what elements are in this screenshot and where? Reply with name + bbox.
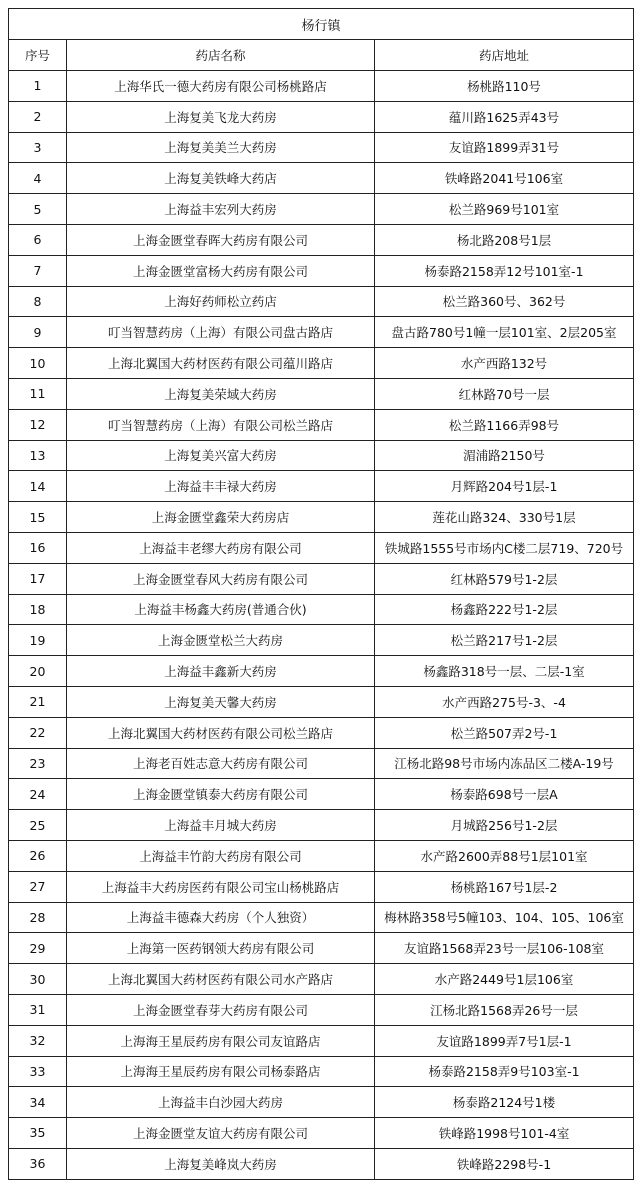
row-index: 17 — [9, 563, 67, 594]
row-index: 34 — [9, 1087, 67, 1118]
pharmacy-name: 上海益丰竹韵大药房有限公司 — [67, 840, 375, 871]
row-index: 29 — [9, 933, 67, 964]
pharmacy-name: 上海金匮堂鑫荣大药房店 — [67, 502, 375, 533]
row-index: 4 — [9, 163, 67, 194]
row-index: 31 — [9, 994, 67, 1025]
pharmacy-name: 上海复美美兰大药房 — [67, 132, 375, 163]
pharmacy-name: 上海益丰月城大药房 — [67, 810, 375, 841]
pharmacy-address: 杨泰路698号一层A — [375, 779, 634, 810]
header-pharmacy-address: 药店地址 — [375, 40, 634, 71]
table-row — [9, 194, 634, 225]
row-index: 36 — [9, 1148, 67, 1179]
table-row — [9, 748, 634, 779]
pharmacy-address: 杨泰路2124号1楼 — [375, 1087, 634, 1118]
pharmacy-address: 莲花山路324、330号1层 — [375, 502, 634, 533]
table-row — [9, 1087, 634, 1118]
row-index: 5 — [9, 194, 67, 225]
pharmacy-name: 叮当智慧药房（上海）有限公司盘古路店 — [67, 317, 375, 348]
pharmacy-name: 上海海王星辰药房有限公司杨泰路店 — [67, 1056, 375, 1087]
pharmacy-address: 湄浦路2150号 — [375, 440, 634, 471]
pharmacy-name: 上海金匮堂春风大药房有限公司 — [67, 563, 375, 594]
pharmacy-name: 上海金匮堂镇泰大药房有限公司 — [67, 779, 375, 810]
row-index: 26 — [9, 840, 67, 871]
pharmacy-address: 友谊路1899弄7号1层-1 — [375, 1025, 634, 1056]
table-row — [9, 348, 634, 379]
table-row — [9, 163, 634, 194]
table-row — [9, 686, 634, 717]
pharmacy-address: 江杨北路98号市场内冻品区二楼A-19号 — [375, 748, 634, 779]
pharmacy-address: 松兰路360号、362号 — [375, 286, 634, 317]
pharmacy-address: 松兰路969号101室 — [375, 194, 634, 225]
pharmacy-name: 上海金匮堂松兰大药房 — [67, 625, 375, 656]
table-row — [9, 656, 634, 687]
table-title: 杨行镇 — [9, 9, 634, 40]
header-pharmacy-name: 药店名称 — [67, 40, 375, 71]
table-title-row — [9, 9, 634, 40]
pharmacy-address: 杨鑫路318号一层、二层-1室 — [375, 656, 634, 687]
pharmacy-name: 上海老百姓志意大药房有限公司 — [67, 748, 375, 779]
pharmacy-address: 杨北路208号1层 — [375, 224, 634, 255]
row-index: 11 — [9, 378, 67, 409]
row-index: 35 — [9, 1118, 67, 1149]
row-index: 10 — [9, 348, 67, 379]
row-index: 13 — [9, 440, 67, 471]
table-row — [9, 440, 634, 471]
row-index: 19 — [9, 625, 67, 656]
pharmacy-address: 友谊路1899弄31号 — [375, 132, 634, 163]
pharmacy-name: 上海益丰德森大药房（个人独资） — [67, 902, 375, 933]
pharmacy-name: 上海复美天馨大药房 — [67, 686, 375, 717]
pharmacy-address: 杨桃路167号1层-2 — [375, 871, 634, 902]
pharmacy-name: 上海海王星辰药房有限公司友谊路店 — [67, 1025, 375, 1056]
pharmacy-name: 上海复美兴富大药房 — [67, 440, 375, 471]
pharmacy-name: 上海金匮堂春晖大药房有限公司 — [67, 224, 375, 255]
pharmacy-address: 月城路256号1-2层 — [375, 810, 634, 841]
row-index: 24 — [9, 779, 67, 810]
table-row — [9, 994, 634, 1025]
row-index: 3 — [9, 132, 67, 163]
table-row — [9, 1025, 634, 1056]
row-index: 23 — [9, 748, 67, 779]
table-header-row — [9, 40, 634, 71]
pharmacy-name: 上海益丰宏列大药房 — [67, 194, 375, 225]
pharmacy-address: 杨桃路110号 — [375, 71, 634, 102]
pharmacy-address: 蕴川路1625弄43号 — [375, 101, 634, 132]
table-row — [9, 317, 634, 348]
table-row — [9, 625, 634, 656]
pharmacy-address: 铁城路1555号市场内C楼二层719、720号 — [375, 532, 634, 563]
pharmacy-name: 上海北翼国大药材医药有限公司蕴川路店 — [67, 348, 375, 379]
row-index: 25 — [9, 810, 67, 841]
pharmacy-name: 上海复美峰岚大药房 — [67, 1148, 375, 1179]
pharmacy-name: 上海华氏一德大药房有限公司杨桃路店 — [67, 71, 375, 102]
pharmacy-address: 红林路70号一层 — [375, 378, 634, 409]
table-row — [9, 1118, 634, 1149]
table-row — [9, 286, 634, 317]
table-row — [9, 101, 634, 132]
table-row — [9, 255, 634, 286]
pharmacy-name: 上海复美荣域大药房 — [67, 378, 375, 409]
table-row — [9, 779, 634, 810]
pharmacy-name: 上海益丰老缪大药房有限公司 — [67, 532, 375, 563]
pharmacy-address: 水产路2600弄88号1层101室 — [375, 840, 634, 871]
table-row — [9, 132, 634, 163]
row-index: 18 — [9, 594, 67, 625]
pharmacy-address: 红林路579号1-2层 — [375, 563, 634, 594]
table-row — [9, 933, 634, 964]
table-row — [9, 71, 634, 102]
pharmacy-address: 水产路2449号1层106室 — [375, 964, 634, 995]
table-row — [9, 717, 634, 748]
pharmacy-address: 杨鑫路222号1-2层 — [375, 594, 634, 625]
row-index: 28 — [9, 902, 67, 933]
row-index: 7 — [9, 255, 67, 286]
pharmacy-list — [8, 8, 633, 1180]
pharmacy-name: 叮当智慧药房（上海）有限公司松兰路店 — [67, 409, 375, 440]
table-row — [9, 840, 634, 871]
pharmacy-address: 铁峰路2298号-1 — [375, 1148, 634, 1179]
pharmacy-address: 松兰路1166弄98号 — [375, 409, 634, 440]
pharmacy-name: 上海北翼国大药材医药有限公司水产路店 — [67, 964, 375, 995]
table-row — [9, 594, 634, 625]
row-index: 27 — [9, 871, 67, 902]
table-row — [9, 532, 634, 563]
row-index: 12 — [9, 409, 67, 440]
pharmacy-name: 上海复美飞龙大药房 — [67, 101, 375, 132]
table-row — [9, 224, 634, 255]
table-row — [9, 964, 634, 995]
pharmacy-name: 上海第一医药钢领大药房有限公司 — [67, 933, 375, 964]
pharmacy-address: 盘古路780号1幢一层101室、2层205室 — [375, 317, 634, 348]
table-row — [9, 502, 634, 533]
pharmacy-name: 上海金匮堂富杨大药房有限公司 — [67, 255, 375, 286]
pharmacy-name: 上海北翼国大药材医药有限公司松兰路店 — [67, 717, 375, 748]
pharmacy-address: 松兰路507弄2号-1 — [375, 717, 634, 748]
table-row — [9, 1148, 634, 1179]
table-row — [9, 810, 634, 841]
row-index: 1 — [9, 71, 67, 102]
pharmacy-address: 梅林路358号5幢103、104、105、106室 — [375, 902, 634, 933]
row-index: 2 — [9, 101, 67, 132]
pharmacy-address: 月辉路204号1层-1 — [375, 471, 634, 502]
table-row — [9, 902, 634, 933]
row-index: 8 — [9, 286, 67, 317]
pharmacy-name: 上海金匮堂春芽大药房有限公司 — [67, 994, 375, 1025]
row-index: 20 — [9, 656, 67, 687]
header-index: 序号 — [9, 40, 67, 71]
row-index: 14 — [9, 471, 67, 502]
pharmacy-address: 江杨北路1568弄26号一层 — [375, 994, 634, 1025]
pharmacy-address: 水产西路132号 — [375, 348, 634, 379]
pharmacy-table — [8, 8, 634, 1180]
pharmacy-name: 上海益丰白沙园大药房 — [67, 1087, 375, 1118]
row-index: 21 — [9, 686, 67, 717]
row-index: 9 — [9, 317, 67, 348]
table-row — [9, 871, 634, 902]
pharmacy-address: 松兰路217号1-2层 — [375, 625, 634, 656]
pharmacy-address: 水产西路275号-3、-4 — [375, 686, 634, 717]
table-row — [9, 1056, 634, 1087]
pharmacy-address: 铁峰路1998号101-4室 — [375, 1118, 634, 1149]
pharmacy-address: 友谊路1568弄23号一层106-108室 — [375, 933, 634, 964]
pharmacy-name: 上海复美铁峰大药店 — [67, 163, 375, 194]
pharmacy-name: 上海益丰鑫新大药房 — [67, 656, 375, 687]
pharmacy-name: 上海益丰杨鑫大药房(普通合伙) — [67, 594, 375, 625]
row-index: 33 — [9, 1056, 67, 1087]
row-index: 6 — [9, 224, 67, 255]
pharmacy-name: 上海益丰丰禄大药房 — [67, 471, 375, 502]
table-row — [9, 378, 634, 409]
pharmacy-address: 杨泰路2158弄9号103室-1 — [375, 1056, 634, 1087]
table-row — [9, 471, 634, 502]
pharmacy-name: 上海金匮堂友谊大药房有限公司 — [67, 1118, 375, 1149]
row-index: 15 — [9, 502, 67, 533]
pharmacy-address: 铁峰路2041号106室 — [375, 163, 634, 194]
table-row — [9, 409, 634, 440]
row-index: 30 — [9, 964, 67, 995]
pharmacy-name: 上海好药师松立药店 — [67, 286, 375, 317]
row-index: 22 — [9, 717, 67, 748]
row-index: 16 — [9, 532, 67, 563]
table-row — [9, 563, 634, 594]
pharmacy-address: 杨泰路2158弄12号101室-1 — [375, 255, 634, 286]
pharmacy-name: 上海益丰大药房医药有限公司宝山杨桃路店 — [67, 871, 375, 902]
row-index: 32 — [9, 1025, 67, 1056]
